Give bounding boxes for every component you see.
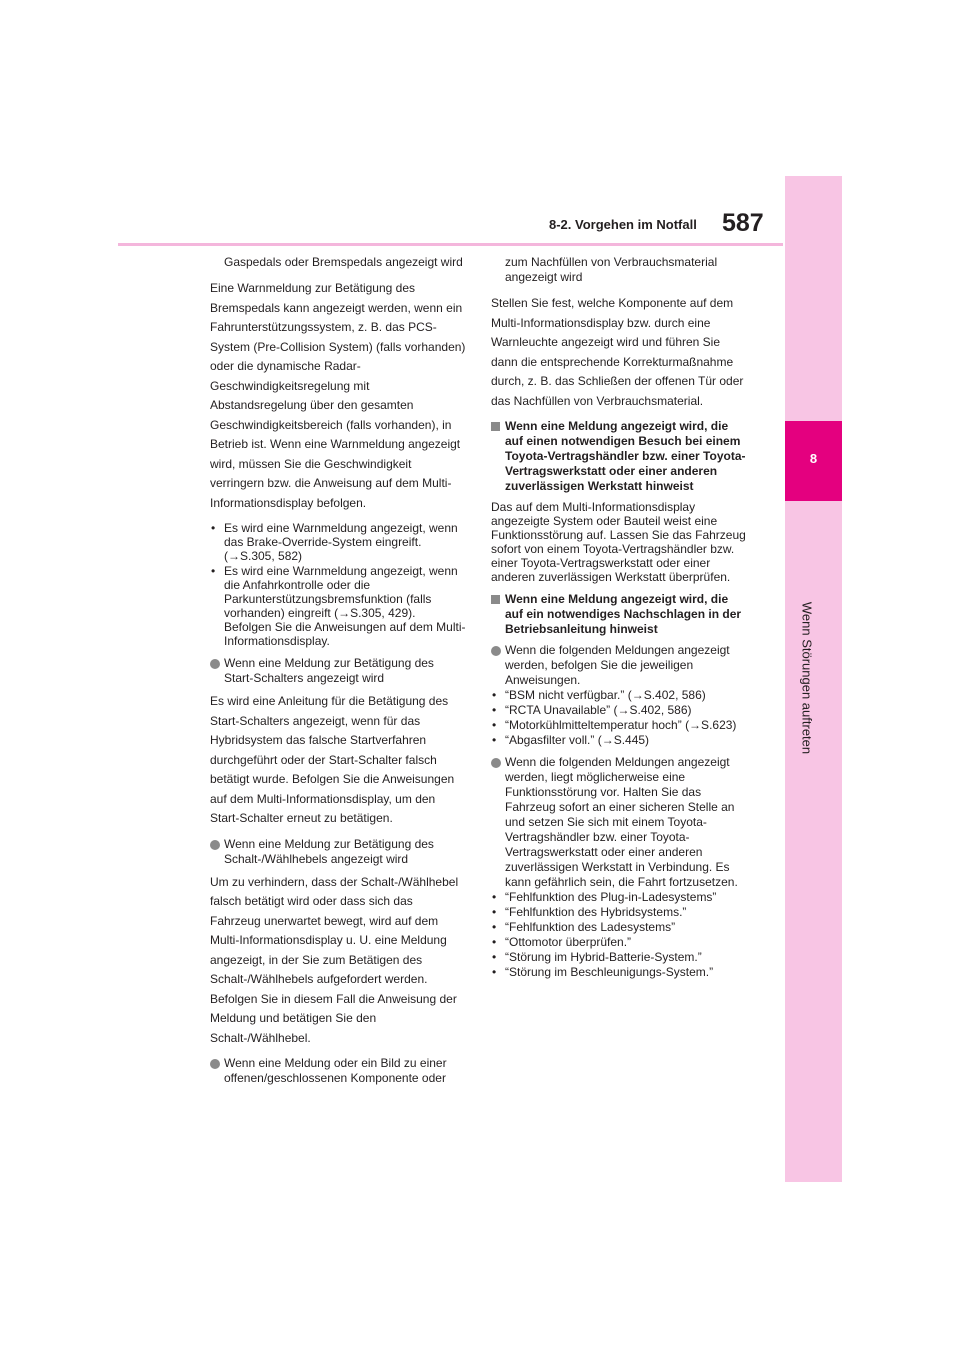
list-item: • “Ottomotor überprüfen.” <box>491 935 747 949</box>
bullet-list <box>210 521 466 648</box>
list-item: • “Störung im Hybrid-Batterie-System.” <box>491 950 747 964</box>
section-heading-text: Wenn eine Meldung angezeigt wird, die auf einen notwendigen Besuch bei einem Toyota-Vertragshändler bzw. einer Toyota-Vertragswerkstatt oder einer anderen zuverlässigen Werkstatt hinweist <box>505 419 746 493</box>
chapter-title: Wenn Störungen auftreten <box>799 601 815 755</box>
section-heading <box>491 592 747 637</box>
left-column <box>210 255 466 1092</box>
continued-heading: Gaspedals oder Bremspedals angezeigt wird <box>224 255 463 269</box>
list-item: • “Fehlfunktion des Hybridsystems.” <box>491 905 747 919</box>
bullet-list <box>491 890 747 979</box>
circle-bullet-icon <box>210 659 220 669</box>
list-item: • “Abgasfilter voll.” (→S.445) <box>491 733 747 747</box>
bullet-list <box>491 688 747 747</box>
subheading <box>210 837 466 867</box>
page-number: 587 <box>722 209 764 237</box>
right-column <box>491 255 747 987</box>
subheading <box>491 643 747 688</box>
subheading-text: Wenn eine Meldung oder ein Bild zu einer offenen/geschlossenen Komponente oder <box>224 1056 447 1085</box>
circle-bullet-icon <box>210 1059 220 1069</box>
subheading <box>210 1056 466 1086</box>
section-heading-text: Wenn eine Meldung angezeigt wird, die auf ein notwendiges Nachschlagen in der Betriebsanleitung hinweist <box>505 592 742 636</box>
section-heading <box>491 419 747 494</box>
circle-bullet-icon <box>491 758 501 768</box>
side-tab-upper <box>785 176 842 421</box>
subheading-text: Wenn die folgenden Meldungen angezeigt werden, befolgen Sie die jeweiligen Anweisungen. <box>505 643 730 687</box>
subheading-text: Wenn eine Meldung zur Betätigung des Schalt-/Wählhebels angezeigt wird <box>224 836 434 866</box>
paragraph: Eine Warnmeldung zur Betätigung des Bremspedals kann angezeigt werden, wenn ein Fahrunterstützungssystem, z. B. das PCS-System (Pre-Collision System) (falls vorhanden) oder die dynamische Radar-Geschwindigkeitsregelung mit Abstandsregelung über den gesamten Geschwindigkeitsbereich (falls vorhanden), in Betrieb ist. Wenn eine Warnmeldung angezeigt wird, müssen Sie die Geschwindigkeit verringern bzw. die Anweisung auf dem Multi-Informationsdisplay befolgen. <box>210 281 466 510</box>
list-item: • “Störung im Beschleunigungs-System.” <box>491 965 747 979</box>
subheading-text: Wenn die folgenden Meldungen angezeigt werden, liegt möglicherweise eine Funktionsstörung vor. Halten Sie das Fahrzeug sofort an einer sicheren Stelle an und setzen Sie sich mit einem Toyota-Vertragshändler bzw. einer Toyota-Vertragswerkstatt oder einer anderen zuverlässigen Werkstatt in Verbindung. Es kann gefährlich sein, die Fahrt fortzusetzen. <box>505 755 738 889</box>
square-bullet-icon <box>491 595 500 604</box>
list-item: • “Fehlfunktion des Plug-in-Ladesystems” <box>491 890 747 904</box>
continued-heading: zum Nachfüllen von Verbrauchsmaterial angezeigt wird <box>505 255 718 284</box>
paragraph: Das auf dem Multi-Informationsdisplay angezeigte System oder Bauteil weist eine Funktionsstörung auf. Lassen Sie das Fahrzeug sofort von einem Toyota-Vertragshändler bzw. einer Toyota-Vertragswerkstatt oder einer anderen zuverlässigen Werkstatt überprüfen. <box>491 500 746 584</box>
section-title: 8-2. Vorgehen im Notfall <box>549 217 697 232</box>
subheading-text: Wenn eine Meldung zur Betätigung des Start-Schalters angezeigt wird <box>224 656 434 685</box>
list-item: • Es wird eine Warnmeldung angezeigt, wenn die Anfahrkontrolle oder die Parkunterstützungsbremsfunktion (falls vorhanden) eingreift (→S.305, 429). Befolgen Sie die Anweisungen auf dem Multi-Informationsdisplay. <box>210 564 466 648</box>
paragraph: Um zu verhindern, dass der Schalt-/Wählhebel falsch betätigt wird oder dass sich das Fahrzeug unerwartet bewegt, wird auf dem Multi-Informationsdisplay u. U. eine Meldung angezeigt, in der Sie zum Betätigen des Schalt-/Wählhebels aufgefordert werden. Befolgen Sie in diesem Fall die Anweisung der Meldung und betätigen Sie den Schalt-/Wählhebel. <box>210 874 459 1045</box>
circle-bullet-icon <box>210 840 220 850</box>
list-item: • “BSM nicht verfügbar.” (→S.402, 586) <box>491 688 747 702</box>
chapter-number: 8 <box>809 451 818 466</box>
paragraph: Stellen Sie fest, welche Komponente auf dem Multi-Informationsdisplay bzw. durch eine Warnleuchte angezeigt wird und führen Sie dann die entsprechende Korrekturmaßnahme durch, z. B. das Schließen der offenen Tür oder das Nachfüllen von Verbrauchsmaterial. <box>491 296 744 408</box>
paragraph: Es wird eine Anleitung für die Betätigung des Start-Schalters angezeigt, wenn für das Hybridsystem das falsche Startverfahren durchgeführt oder der Start-Schalter falsch betätigt wurde. Befolgen Sie die Anweisungen auf dem Multi-Informationsdisplay, um den Start-Schalter erneut zu betätigen. <box>210 694 455 825</box>
subheading <box>491 755 747 890</box>
list-item: • “Fehlfunktion des Ladesystems” <box>491 920 747 934</box>
header-rule <box>118 243 783 246</box>
subheading <box>210 656 466 686</box>
square-bullet-icon <box>491 422 500 431</box>
list-item: • Es wird eine Warnmeldung angezeigt, wenn das Brake-Override-System eingreift. (→S.305, 582) <box>210 521 466 563</box>
list-item: • “RCTA Unavailable” (→S.402, 586) <box>491 703 747 717</box>
list-item: • “Motorkühlmitteltemperatur hoch” (→S.623) <box>491 718 747 732</box>
circle-bullet-icon <box>491 646 501 656</box>
